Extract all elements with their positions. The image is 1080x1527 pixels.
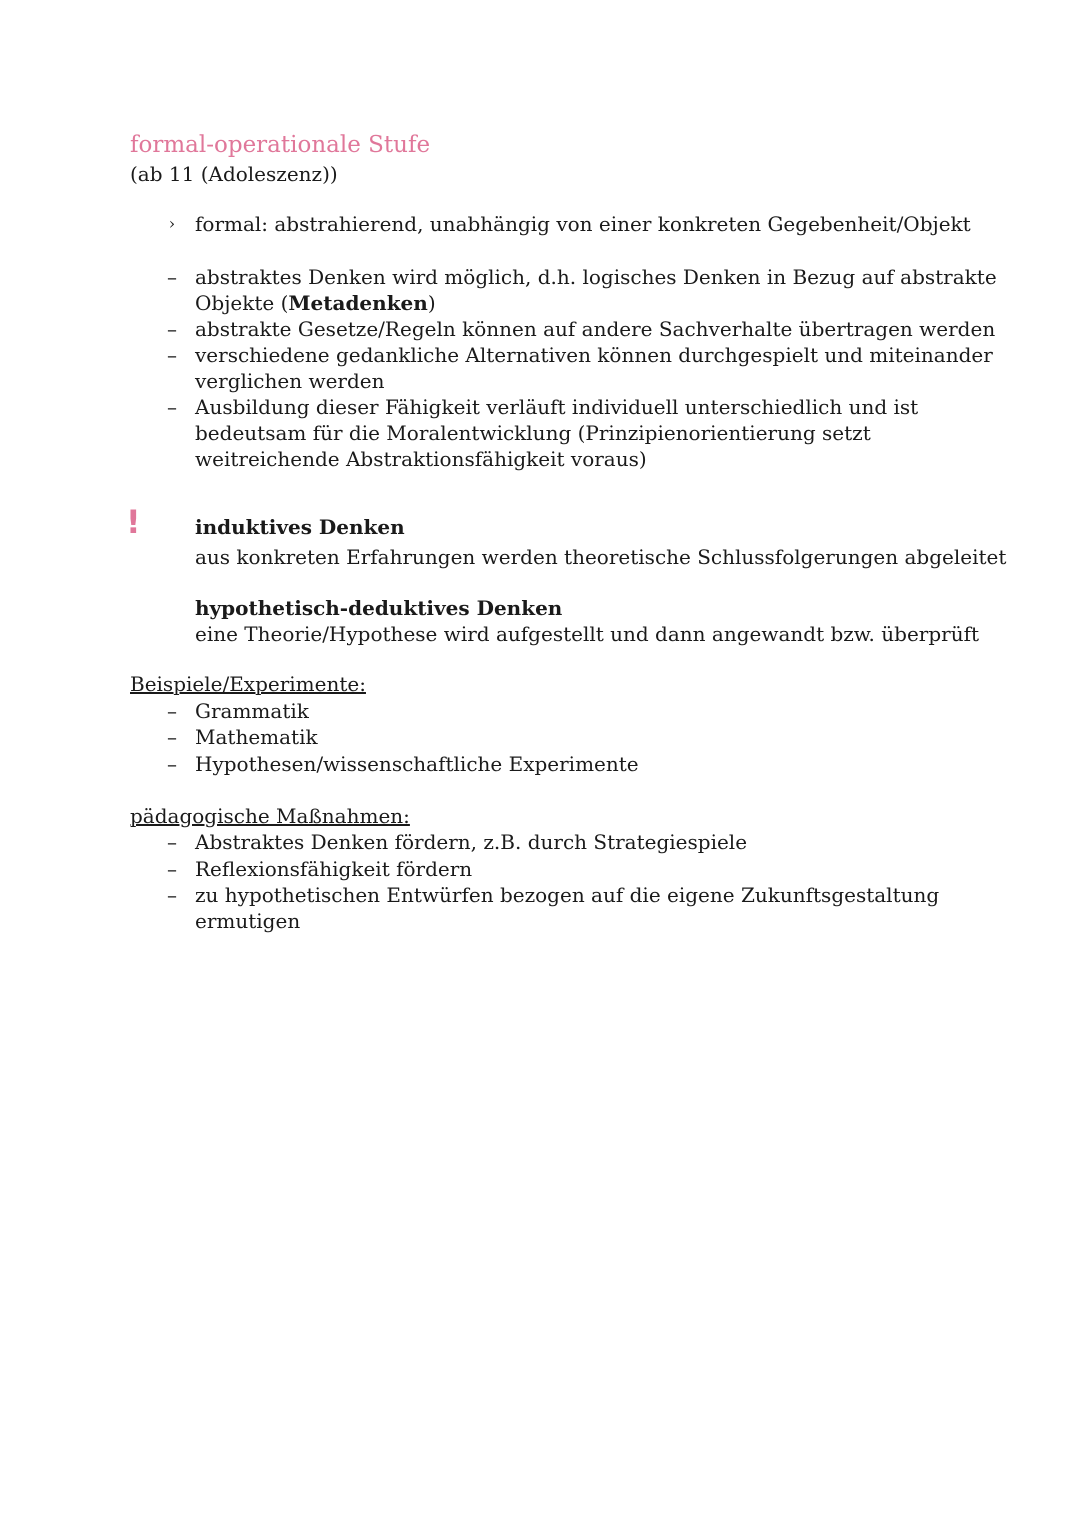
list-item-text — [195, 882, 955, 934]
list-item-line: zu hypothetischen Entwürfen bezogen auf die eigene Zukunftsgestaltung — [195, 883, 940, 907]
dash-icon — [162, 856, 182, 882]
list-item-text: Abstraktes Denken fördern, z.B. durch Strategiespiele — [195, 830, 748, 854]
inductive-title: induktives Denken — [195, 515, 405, 539]
list-item-line: verglichen werden — [195, 369, 385, 393]
list-item-text: abstrakte Gesetze/Regeln können auf andere Sachverhalte übertragen werden — [195, 317, 996, 341]
page-title: formal-operationale Stufe — [130, 132, 431, 158]
definition-text: formal: abstrahierend, unabhängig von einer konkreten Gegebenheit/Objekt — [195, 212, 971, 236]
text-fragment: Objekte ( — [195, 291, 289, 315]
inductive-text: aus konkreten Erfahrungen werden theoretische Schlussfolgerungen abgeleitet — [195, 545, 1007, 569]
list-item-line — [195, 290, 955, 316]
dash-icon — [162, 882, 182, 908]
list-item-line: verschiedene gedankliche Alternativen können durchgespielt und miteinander — [195, 343, 993, 367]
list-item-text: Mathematik — [195, 725, 318, 749]
list-item-text — [195, 342, 993, 394]
exclamation-icon: ! — [126, 503, 141, 541]
measures-heading: pädagogische Maßnahmen: — [130, 804, 410, 828]
deductive-content — [195, 595, 980, 647]
list-item-text — [195, 264, 997, 316]
dash-icon — [162, 724, 182, 750]
examples-heading: Beispiele/Experimente: — [130, 672, 366, 696]
page-subtitle: (ab 11 (Adoleszenz)) — [130, 162, 338, 186]
dash-icon — [162, 394, 182, 420]
list-item-text: Reflexionsfähigkeit fördern — [195, 857, 473, 881]
list-item-line: bedeutsam für die Moralentwicklung (Prinzipienorientierung setzt — [195, 421, 871, 445]
bold-term: Metadenken — [288, 291, 428, 315]
list-item-line: abstraktes Denken wird möglich, d.h. logisches Denken in Bezug auf abstrakte — [195, 265, 997, 289]
dash-icon — [162, 751, 182, 777]
list-item-text: Grammatik — [195, 699, 309, 723]
list-item-text: Hypothesen/wissenschaftliche Experimente — [195, 752, 639, 776]
inductive-content — [195, 514, 1007, 570]
list-item-text — [195, 394, 955, 472]
dash-icon — [162, 342, 182, 368]
chevron-right-icon: › — [168, 214, 176, 233]
dash-icon — [162, 829, 182, 855]
list-item-line: ermutigen — [195, 909, 301, 933]
dash-icon — [162, 698, 182, 724]
deductive-title: hypothetisch-deduktives Denken — [195, 596, 563, 620]
dash-icon — [162, 316, 182, 342]
text-fragment: ) — [427, 291, 436, 315]
dash-icon — [162, 264, 182, 290]
deductive-text: eine Theorie/Hypothese wird aufgestellt und dann angewandt bzw. überprüft — [195, 622, 980, 646]
list-item-line: weitreichende Abstraktionsfähigkeit voraus) — [195, 447, 647, 471]
list-item-line: Ausbildung dieser Fähigkeit verläuft individuell unterschiedlich und ist — [195, 395, 919, 419]
